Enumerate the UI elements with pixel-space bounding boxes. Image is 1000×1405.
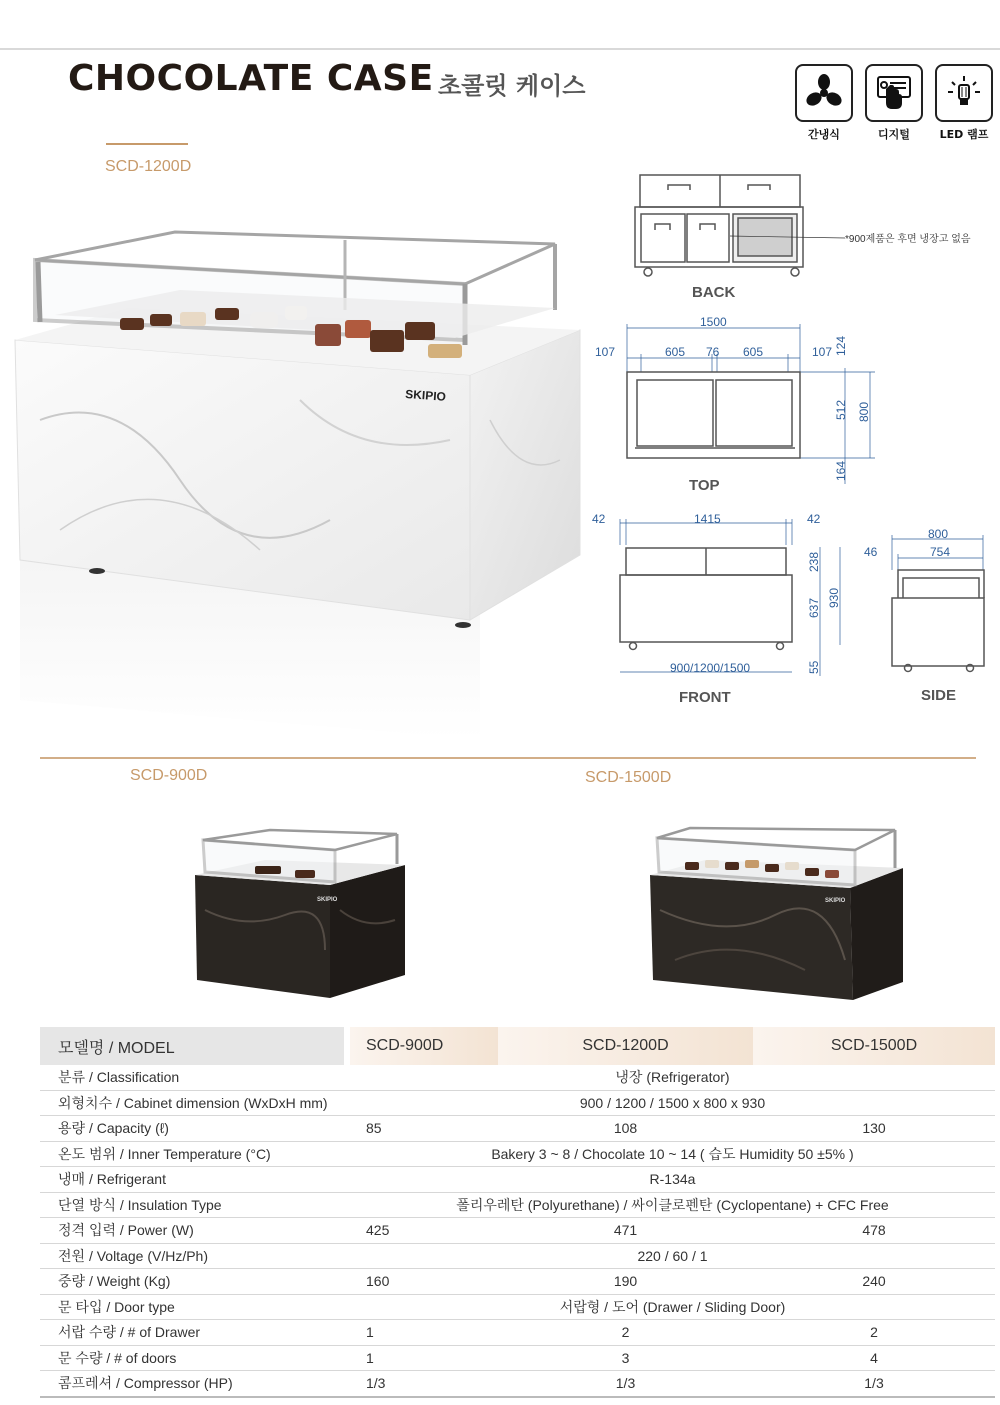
- spec-header-model-2: SCD-1200D: [498, 1027, 753, 1065]
- spec-row-value: 폴리우레탄 (Polyurethane) / 싸이클로펜탄 (Cyclopentane) + CFC Free: [350, 1192, 995, 1218]
- front-view-label: FRONT: [679, 689, 731, 706]
- front-dim-mid: 1415: [694, 512, 721, 526]
- feature-led-label: LED 램프: [939, 128, 989, 141]
- spec-header-label: 모델명 / MODEL: [40, 1027, 344, 1065]
- page-title: CHOCOLATE CASE: [68, 58, 434, 99]
- front-dim-widths: 900/1200/1500: [670, 661, 751, 675]
- digital-panel-icon: [865, 64, 923, 122]
- spec-row-value: 2: [498, 1320, 753, 1346]
- model-underline: [106, 143, 188, 145]
- spec-row-value: 냉장 (Refrigerator): [350, 1065, 995, 1090]
- top-dim-d-top: 124: [834, 335, 848, 356]
- spec-row-value: 1/3: [350, 1371, 498, 1397]
- top-dim-d-mid: 512: [834, 399, 848, 420]
- brand-logo: SKIPIO: [404, 387, 447, 404]
- top-divider: [0, 48, 1000, 50]
- top-dim-gap: 76: [706, 345, 720, 359]
- side-dim-offset: 46: [864, 545, 878, 559]
- spec-row-value: 1/3: [753, 1371, 995, 1397]
- top-dim-side-right: 107: [812, 345, 833, 359]
- spec-row-label: 문 수량 / # of doors: [40, 1345, 344, 1371]
- side-view-label: SIDE: [921, 687, 957, 704]
- spec-row-value: 130: [753, 1116, 995, 1142]
- front-dim-h-total: 930: [827, 587, 841, 608]
- led-lamp-icon: [935, 64, 993, 122]
- page-subtitle: 초콜릿 케이스: [438, 72, 586, 100]
- spec-row-value: 478: [753, 1218, 995, 1244]
- spec-row: [40, 1065, 995, 1090]
- technical-drawings: [590, 165, 1000, 715]
- spec-row: [40, 1345, 995, 1371]
- front-view-drawing: [620, 548, 792, 650]
- spec-row-value: 4: [753, 1345, 995, 1371]
- spec-row-value: R-134a: [350, 1167, 995, 1193]
- feature-digital-label: 디지털: [878, 128, 910, 141]
- spec-row-label: 문 타입 / Door type: [40, 1294, 344, 1320]
- spec-header-row: [40, 1027, 995, 1065]
- front-dim-left: 42: [592, 512, 606, 526]
- spec-row: [40, 1243, 995, 1269]
- spec-row: [40, 1192, 995, 1218]
- spec-row-label: 분류 / Classification: [40, 1065, 344, 1090]
- top-view-label: TOP: [689, 477, 720, 494]
- top-dim-depth: 800: [857, 401, 871, 422]
- spec-row: [40, 1090, 995, 1116]
- spec-row-value: 900 / 1200 / 1500 x 800 x 930: [350, 1090, 995, 1116]
- main-model-label: SCD-1200D: [105, 158, 192, 175]
- front-dim-right: 42: [807, 512, 821, 526]
- spec-row: [40, 1371, 995, 1397]
- front-dim-h-glass: 238: [807, 551, 821, 572]
- spec-row-value: 190: [498, 1269, 753, 1295]
- spec-row: [40, 1218, 995, 1244]
- spec-row: [40, 1269, 995, 1295]
- spec-row-label: 중량 / Weight (Kg): [40, 1269, 344, 1295]
- section-divider: [40, 757, 976, 759]
- spec-row: [40, 1167, 995, 1193]
- small-brand-logo: SKIPIO: [317, 897, 338, 903]
- spec-row-value: 1: [350, 1320, 498, 1346]
- spec-row-value: 2: [753, 1320, 995, 1346]
- spec-row-value: Bakery 3 ~ 8 / Chocolate 10 ~ 14 ( 습도 Humidity 50 ±5% ): [350, 1141, 995, 1167]
- spec-row-value: 240: [753, 1269, 995, 1295]
- large-model-label: SCD-1500D: [585, 769, 672, 786]
- back-view-note: *900제품은 후면 냉장고 없음: [845, 234, 971, 245]
- spec-row-value: 85: [350, 1116, 498, 1142]
- back-view-drawing: [635, 175, 803, 276]
- spec-row: [40, 1294, 995, 1320]
- top-dim-width: 1500: [700, 315, 727, 329]
- side-dim-total: 800: [928, 527, 949, 541]
- spec-table: [40, 1027, 995, 1398]
- spec-row-value: 3: [498, 1345, 753, 1371]
- small-model-label: SCD-900D: [130, 767, 208, 784]
- feature-led: [933, 64, 995, 142]
- feature-cooling-label: 간냉식: [808, 128, 840, 141]
- top-dim-left: 605: [665, 345, 686, 359]
- spec-row: [40, 1320, 995, 1346]
- spec-row-value: 425: [350, 1218, 498, 1244]
- spec-row: [40, 1141, 995, 1167]
- front-dim-h-body: 637: [807, 597, 821, 618]
- top-dim-side-left: 107: [595, 345, 616, 359]
- side-dim-inner: 754: [930, 545, 951, 559]
- spec-row-value: 160: [350, 1269, 498, 1295]
- large-product-image: [645, 820, 910, 1010]
- side-view-drawing: [892, 570, 984, 672]
- top-dim-right: 605: [743, 345, 764, 359]
- spec-row-label: 단열 방식 / Insulation Type: [40, 1192, 344, 1218]
- spec-row-label: 정격 입력 / Power (W): [40, 1218, 344, 1244]
- fan-icon: [795, 64, 853, 122]
- spec-row: [40, 1116, 995, 1142]
- spec-row-label: 외형치수 / Cabinet dimension (WxDxH mm): [40, 1090, 344, 1116]
- spec-row-label: 냉매 / Refrigerant: [40, 1167, 344, 1193]
- feature-digital: [863, 64, 925, 142]
- top-dim-d-bottom: 164: [834, 460, 848, 481]
- spec-row-label: 온도 범위 / Inner Temperature (°C): [40, 1141, 344, 1167]
- spec-row-label: 용량 / Capacity (ℓ): [40, 1116, 344, 1142]
- spec-header-model-3: SCD-1500D: [753, 1027, 995, 1065]
- feature-cooling: [793, 64, 855, 142]
- large-brand-logo: SKIPIO: [825, 898, 846, 904]
- spec-row-value: 220 / 60 / 1: [350, 1243, 995, 1269]
- spec-row-value: 1: [350, 1345, 498, 1371]
- spec-header-model-1: SCD-900D: [350, 1027, 498, 1065]
- spec-row-value: 1/3: [498, 1371, 753, 1397]
- back-view-label: BACK: [692, 284, 736, 301]
- spec-row-label: 콤프레셔 / Compressor (HP): [40, 1371, 344, 1397]
- top-view-drawing: [627, 372, 800, 458]
- front-dim-h-leg: 55: [807, 660, 821, 674]
- spec-row-label: 서랍 수량 / # of Drawer: [40, 1320, 344, 1346]
- small-product-image: [185, 820, 415, 1010]
- spec-row-value: 서랍형 / 도어 (Drawer / Sliding Door): [350, 1294, 995, 1320]
- spec-row-label: 전원 / Voltage (V/Hz/Ph): [40, 1243, 344, 1269]
- main-product-image: [0, 220, 600, 780]
- spec-row-value: 471: [498, 1218, 753, 1244]
- spec-row-value: 108: [498, 1116, 753, 1142]
